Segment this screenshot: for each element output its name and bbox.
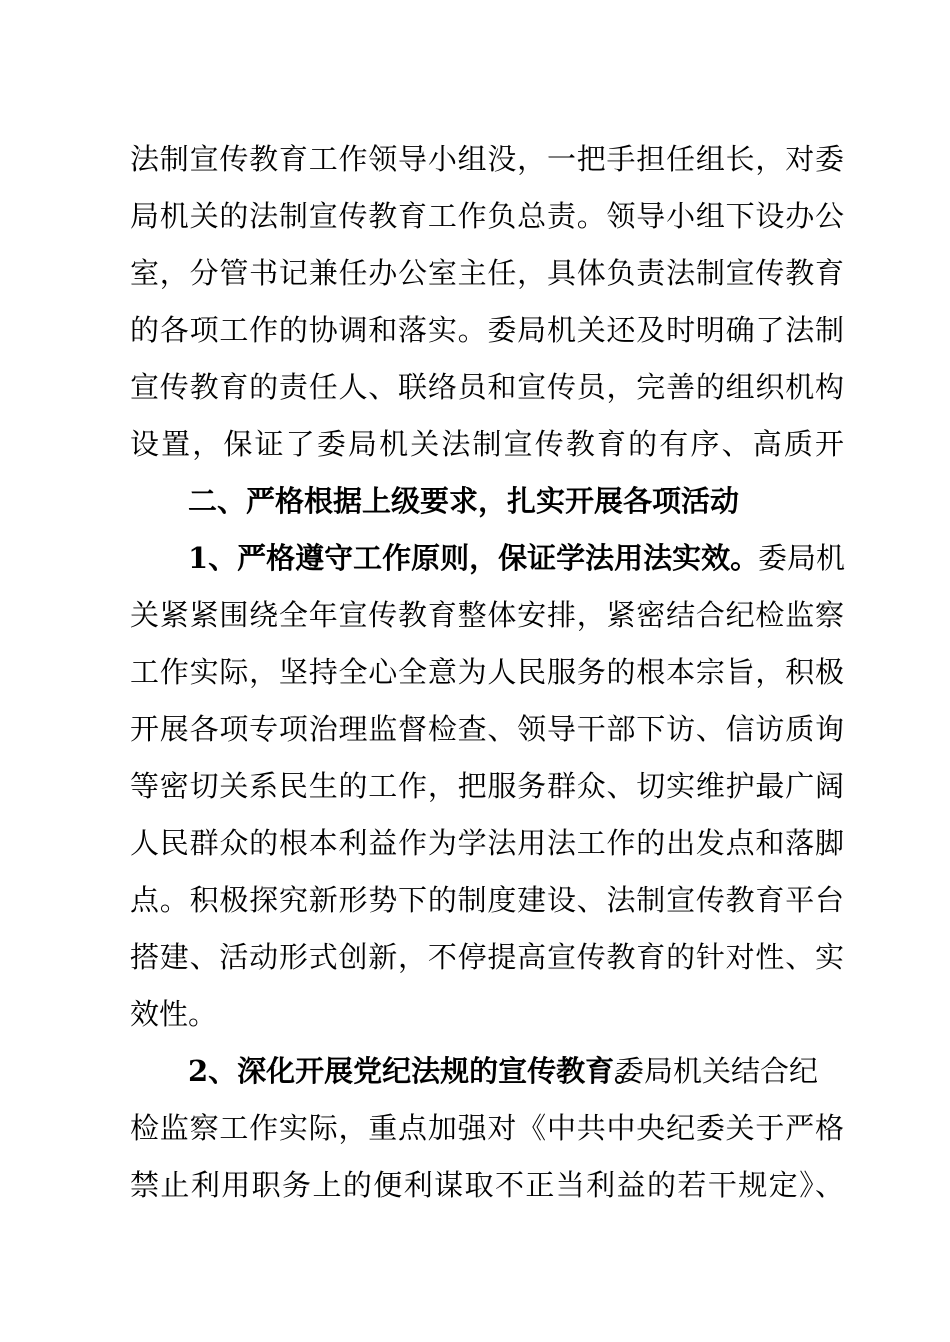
line-text: 室，分管书记兼任办公室主任，具体负责法制宣传教育	[130, 256, 844, 290]
line-text: 点。积极探究新形势下的制度建设、法制宣传教育平台	[130, 883, 844, 917]
line-text: 关紧紧围绕全年宣传教育整体安排，紧密结合纪检监察	[130, 598, 844, 632]
line-text: 开展各项专项治理监督检查、领导干部下访、信访质询	[130, 712, 844, 746]
line-text: 委局机关结合纪	[615, 1054, 819, 1088]
section-heading	[0, 479, 950, 523]
line-text: 委局机	[758, 541, 846, 575]
paragraph-line	[0, 194, 950, 238]
paragraph-line	[0, 1163, 950, 1207]
paragraph-line	[0, 1049, 950, 1093]
line-text: 等密切关系民生的工作，把服务群众、切实维护最广阔	[130, 769, 844, 803]
paragraph-line	[0, 1106, 950, 1150]
line-text: 的各项工作的协调和落实。委局机关还及时明确了法制	[130, 313, 844, 347]
line-text: 效性。	[130, 997, 218, 1031]
line-text: 宣传教育的责任人、联络员和宣传员，完善的组织机构	[130, 370, 844, 404]
paragraph-line	[0, 365, 950, 409]
lead-bold-text: 2、深化开展党纪法规的宣传教育。	[188, 1054, 644, 1088]
line-text: 法制宣传教育工作领导小组没，一把手担任组长，对委	[130, 142, 844, 176]
line-text: 工作实际，坚持全心全意为人民服务的根本宗旨，积极	[130, 655, 844, 689]
paragraph-line	[0, 593, 950, 637]
heading-text: 二、严格根据上级要求，扎实开展各项活动	[188, 484, 740, 518]
line-text: 搭建、活动形式创新，不停提高宣传教育的针对性、实	[130, 940, 844, 974]
paragraph-line	[0, 764, 950, 808]
paragraph-line	[0, 137, 950, 181]
paragraph-line	[0, 992, 950, 1036]
paragraph-line	[0, 821, 950, 865]
line-text: 人民群众的根本利益作为学法用法工作的出发点和落脚	[130, 826, 844, 860]
line-text: 局机关的法制宣传教育工作负总责。领导小组下设办公	[130, 199, 844, 233]
paragraph-line	[0, 308, 950, 352]
line-text: 检监察工作实际，重点加强对《中共中央纪委关于严格	[130, 1111, 844, 1145]
paragraph-line	[0, 422, 950, 466]
paragraph-line	[0, 650, 950, 694]
paragraph-line	[0, 935, 950, 979]
line-text: 禁止利用职务上的便利谋取不正当利益的若干规定》、	[130, 1168, 844, 1202]
line-text: 设置，保证了委局机关法制宣传教育的有序、高质开	[130, 427, 844, 461]
paragraph-line	[0, 251, 950, 295]
paragraph-line	[0, 707, 950, 751]
paragraph-line	[0, 878, 950, 922]
paragraph-line	[0, 536, 950, 580]
lead-bold-text: 1、严格遵守工作原则，保证学法用法实效。	[188, 541, 760, 575]
